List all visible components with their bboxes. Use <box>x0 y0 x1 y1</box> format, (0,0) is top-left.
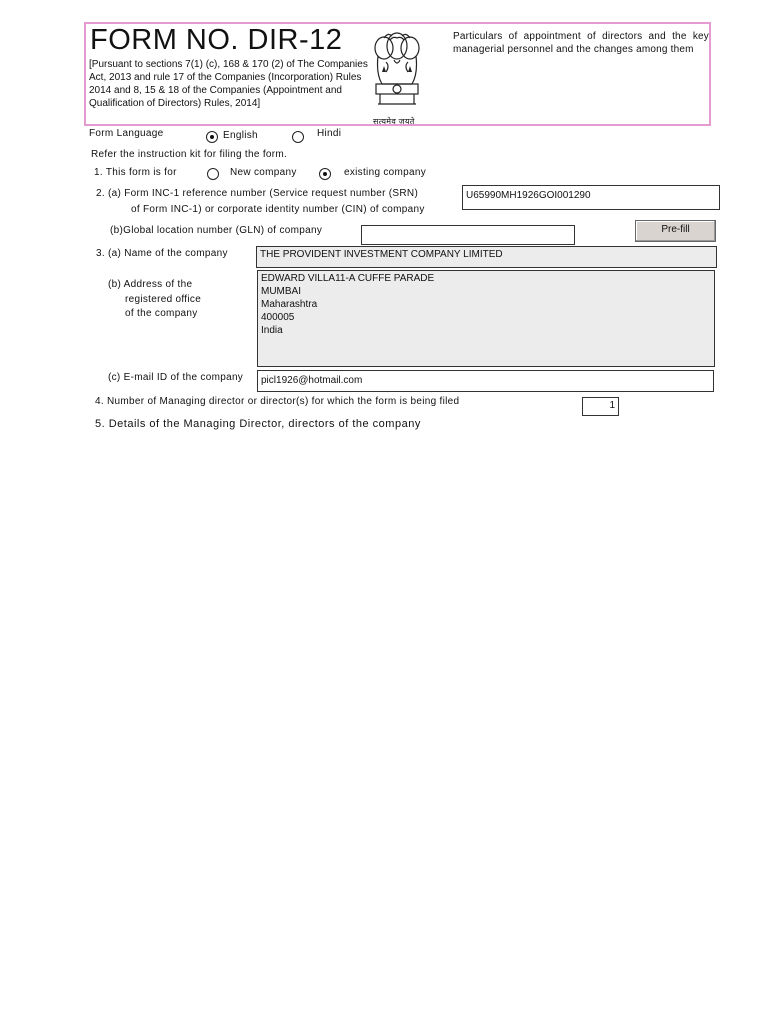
address-line: 400005 <box>261 312 295 323</box>
radio-hindi-label: Hindi <box>317 128 342 139</box>
q1-label: 1. This form is for <box>94 167 177 178</box>
company-name-field[interactable]: THE PROVIDENT INVESTMENT COMPANY LIMITED <box>256 246 717 268</box>
radio-english[interactable] <box>206 131 218 143</box>
q5-label: 5. Details of the Managing Director, directors of the company <box>95 418 421 430</box>
radio-new-company-label: New company <box>230 167 297 178</box>
instruction-text: Refer the instruction kit for filing the form. <box>91 149 288 160</box>
q3a-label: 3. (a) Name of the company <box>96 248 228 259</box>
company-address-field[interactable] <box>257 270 715 367</box>
prefill-button[interactable]: Pre-fill <box>635 220 716 242</box>
q2a-label-line2: of Form INC-1) or corporate identity number (CIN) of company <box>131 204 425 215</box>
director-count-field[interactable]: 1 <box>582 397 619 416</box>
emblem-motto: सत्यमेव जयते <box>373 117 415 126</box>
address-line: India <box>261 325 283 336</box>
q3b-label-line3: of the company <box>125 308 198 319</box>
gln-field[interactable] <box>361 225 575 245</box>
q3b-label-line2: registered office <box>125 294 202 305</box>
cin-field[interactable]: U65990MH1926GOI001290 <box>462 185 720 210</box>
address-line: EDWARD VILLA11-A CUFFE PARADE <box>261 273 435 284</box>
radio-english-label: English <box>223 130 258 141</box>
q2a-label-line1: 2. (a) Form INC-1 reference number (Service request number (SRN) <box>96 188 419 199</box>
q2b-label: (b)Global location number (GLN) of company <box>110 225 323 236</box>
address-line: Maharashtra <box>261 299 318 310</box>
form-title: FORM NO. DIR-12 <box>90 24 343 56</box>
q4-label: 4. Number of Managing director or director(s) for which the form is being filed <box>95 396 460 407</box>
form-particulars: Particulars of appointment of directors and the key managerial personnel and the changes among them <box>453 31 709 55</box>
radio-hindi[interactable] <box>292 131 304 143</box>
form-language-label: Form Language <box>89 128 164 139</box>
form-subtitle: [Pursuant to sections 7(1) (c), 168 & 170 (2) of The Companies Act, 2013 and rule 17 of the Companies (Incorporation) Rules 2014 and 8, 15 & 18 of the Companies (Appointment and Qualification of Directors) Rules, 2014] <box>89 59 368 109</box>
q3c-label: (c) E-mail ID of the company <box>108 372 244 383</box>
address-line: MUMBAI <box>261 286 301 297</box>
q3b-label-line1: (b) Address of the <box>108 279 193 290</box>
national-emblem-icon <box>364 26 430 126</box>
radio-existing-company[interactable] <box>319 168 331 180</box>
radio-existing-company-label: existing company <box>344 167 427 178</box>
company-email-field[interactable]: picl1926@hotmail.com <box>257 370 714 392</box>
radio-new-company[interactable] <box>207 168 219 180</box>
